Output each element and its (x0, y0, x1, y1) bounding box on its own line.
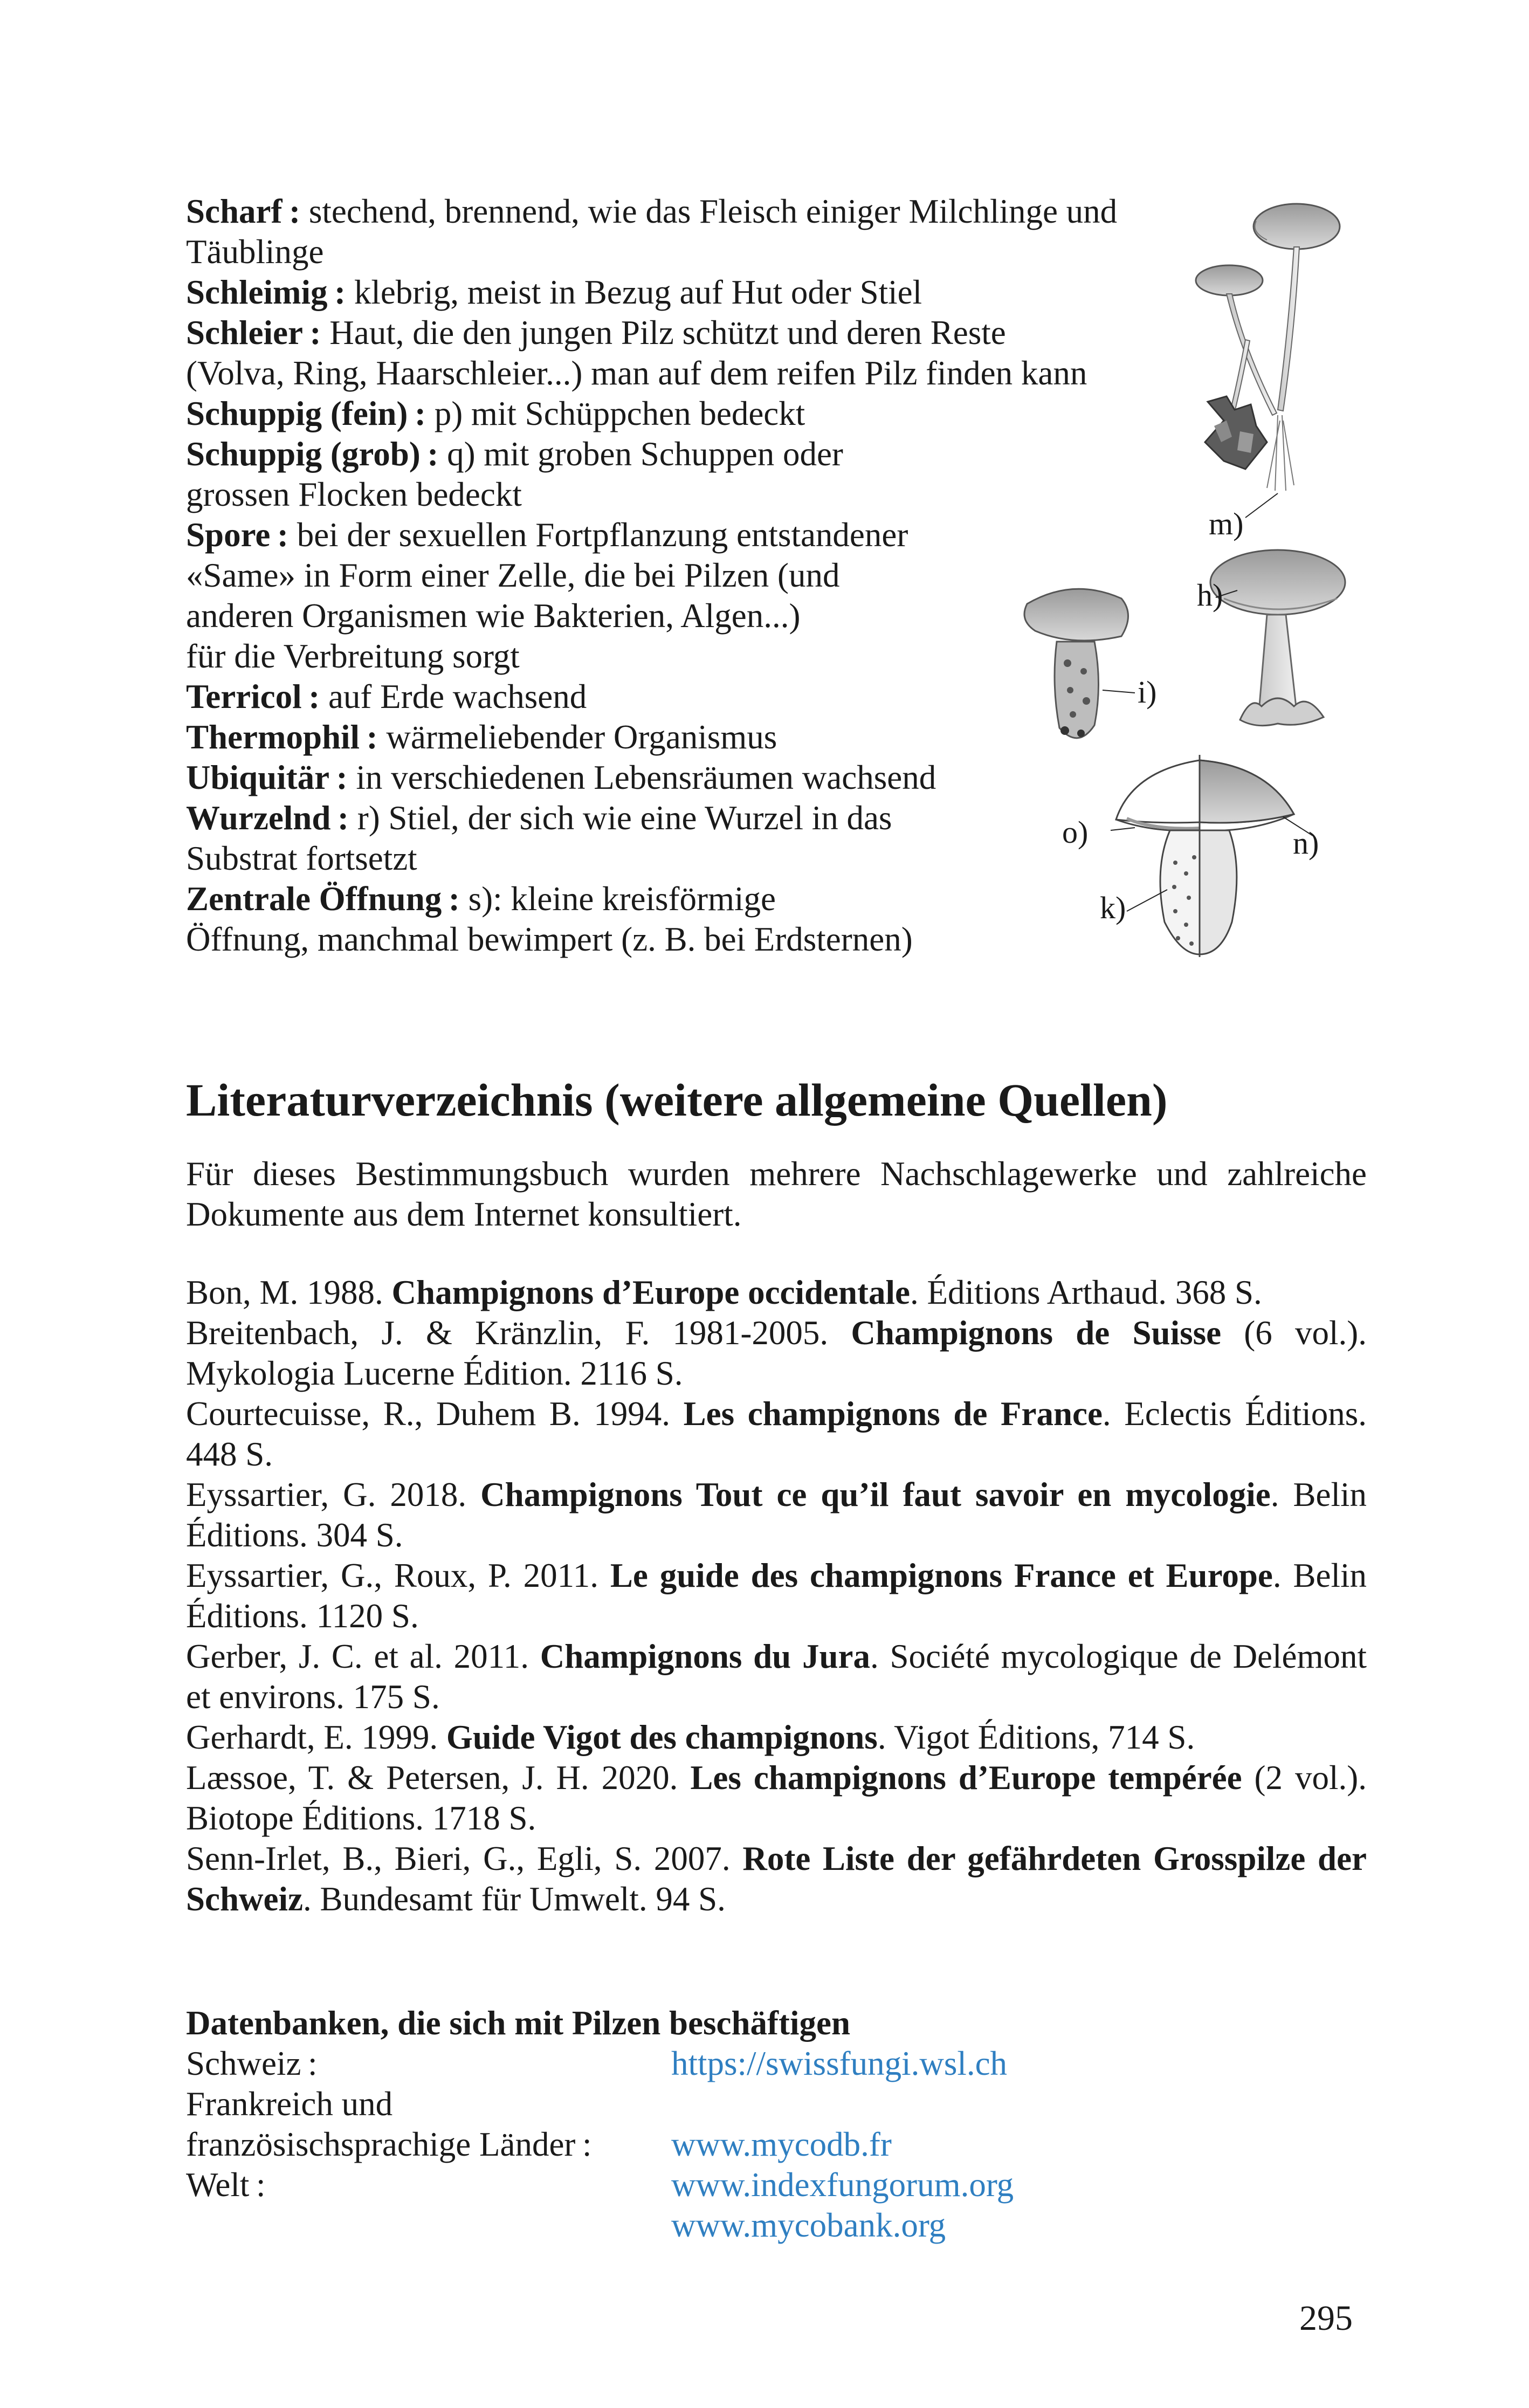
glossary-definition: Täublinge (186, 233, 324, 271)
reference-title: Champignons de Suisse (851, 1314, 1222, 1352)
database-row (186, 2165, 1367, 2205)
reference-entry (186, 1758, 1367, 1839)
database-row (186, 2205, 1367, 2246)
mushroom-illustration (1014, 189, 1391, 976)
glossary-term: Schleier : (186, 314, 321, 352)
glossary-definition: Haut, die den jungen Pilz schützt und deren Reste (321, 314, 1006, 352)
reference-details: . Vigot Éditions, 714 S. (877, 1718, 1195, 1756)
reference-entry (186, 1556, 1367, 1636)
glossary-definition: wärmeliebender Organismus (377, 718, 777, 756)
reference-author: Bon, M. 1988. (186, 1274, 392, 1311)
glossary-definition: Öffnung, manchmal bewimpert (z. B. bei Erdsternen) (186, 920, 913, 958)
reference-title: Champignons d’Europe occidentale (391, 1274, 911, 1311)
database-section (186, 2003, 1367, 2246)
reference-details: . Eclectis Éditions. 448 S. (186, 1395, 1367, 1473)
glossary-term: Terricol : (186, 678, 320, 715)
glossary-term: Schuppig (fein) : (186, 395, 426, 432)
reference-list (186, 1272, 1367, 1919)
label-i: i) (1138, 675, 1157, 710)
glossary-definition: klebrig, meist in Bezug auf Hut oder Stiel (346, 273, 922, 311)
reference-entry (186, 1475, 1367, 1556)
database-link[interactable]: https://swissfungi.wsl.ch (671, 2045, 1008, 2082)
glossary-definition: bei der sexuellen Fortpflanzung entstandener (288, 516, 908, 554)
bolete-cross-section (1111, 755, 1313, 957)
glossary-term: Schuppig (grob) : (186, 435, 439, 473)
glossary-definition: s): kleine kreisförmige (459, 880, 776, 918)
glossary-term: Wurzelnd : (186, 799, 349, 837)
database-link[interactable]: www.indexfungorum.org (671, 2166, 1014, 2204)
glossary-term: Zentrale Öffnung : (186, 880, 460, 918)
reference-title: Guide Vigot des champignons (446, 1718, 878, 1756)
database-title: Datenbanken, die sich mit Pilzen beschäftigen (186, 2004, 851, 2042)
database-region: französischsprachige Länder : (186, 2125, 592, 2163)
database-region: Schweiz : (186, 2045, 318, 2082)
reference-title: Champignons Tout ce qu’il faut savoir en mycologie (480, 1476, 1271, 1513)
reference-author: Eyssartier, G. 2018. (186, 1476, 481, 1513)
database-row (186, 2124, 1367, 2165)
database-row (186, 2044, 1367, 2084)
volva-mushroom (1210, 550, 1345, 726)
glossary-definition: q) mit groben Schuppen oder (438, 435, 843, 473)
database-row (186, 2084, 1367, 2124)
glossary-definition: für die Verbreitung sorgt (186, 637, 520, 675)
glossary-term: Spore : (186, 516, 288, 554)
reference-title: Les champignons de France (683, 1395, 1103, 1433)
reference-details: . Belin Éditions. 1120 S. (186, 1557, 1367, 1635)
reference-entry (186, 1394, 1367, 1475)
intro-paragraph: Für dieses Bestimmungsbuch wurden mehrere Nachschlagewerke und zahlreiche Dokumente aus dem Internet konsultiert. (186, 1155, 1367, 1233)
reference-entry (186, 1636, 1367, 1717)
glossary-term: Thermophil : (186, 718, 378, 756)
glossary-term: Ubiquitär : (186, 759, 348, 796)
reference-details: . Bundesamt für Umwelt. 94 S. (302, 1880, 726, 1918)
scaly-stem-mushroom (1024, 589, 1135, 738)
label-h: h) (1197, 577, 1223, 613)
reference-author: Eyssartier, G., Roux, P. 2011. (186, 1557, 610, 1594)
reference-title: Champignons du Jura (540, 1638, 870, 1675)
reference-entry (186, 1717, 1367, 1758)
glossary-definition: grossen Flocken bedeckt (186, 476, 522, 513)
reference-entry (186, 1272, 1367, 1313)
glossary-definition: «Same» in Form einer Zelle, die bei Pilzen (und (186, 556, 840, 594)
reference-author: Gerber, J. C. et al. 2011. (186, 1638, 540, 1675)
reference-author: Læssoe, T. & Petersen, J. H. 2020. (186, 1759, 691, 1797)
label-k: k) (1100, 890, 1126, 925)
database-region: Frankreich und (186, 2085, 393, 2123)
glossary-definition: stechend, brennend, wie das Fleisch einiger Milchlinge und (300, 192, 1118, 230)
label-m: m) (1209, 506, 1244, 541)
database-link[interactable]: www.mycobank.org (671, 2206, 946, 2244)
reference-entry (186, 1313, 1367, 1394)
label-o: o) (1062, 815, 1089, 850)
reference-details: (2 vol.). Biotope Éditions. 1718 S. (186, 1759, 1367, 1837)
section-heading: Literaturverzeichnis (weitere allgemeine Quellen) (186, 1074, 1168, 1126)
reference-entry (186, 1839, 1367, 1919)
label-n: n) (1293, 825, 1319, 861)
glossary-term: Schleimig : (186, 273, 346, 311)
rooting-mushrooms-group (1196, 204, 1340, 518)
database-region: Welt : (186, 2166, 266, 2204)
reference-author: Gerhardt, E. 1999. (186, 1718, 446, 1756)
page-number: 295 (1299, 2299, 1353, 2338)
reference-title: Le guide des champignons France et Europe (610, 1557, 1273, 1594)
reference-details: . Belin Éditions. 304 S. (186, 1476, 1367, 1554)
glossary-term: Scharf : (186, 192, 301, 230)
glossary-definition: r) Stiel, der sich wie eine Wurzel in das (348, 799, 892, 837)
glossary-definition: auf Erde wachsend (320, 678, 587, 715)
reference-author: Breitenbach, J. & Kränzlin, F. 1981-2005. (186, 1314, 851, 1352)
glossary-definition: Substrat fortsetzt (186, 840, 417, 877)
reference-details: . Éditions Arthaud. 368 S. (910, 1274, 1262, 1311)
reference-details: . Société mycologique de Delémont et environs. 175 S. (186, 1638, 1367, 1716)
reference-author: Senn-Irlet, B., Bieri, G., Egli, S. 2007. (186, 1840, 743, 1877)
glossary-definition: (Volva, Ring, Haarschleier...) man auf dem reifen Pilz finden kann (186, 354, 1087, 392)
database-link[interactable]: www.mycodb.fr (671, 2125, 892, 2163)
glossary-definition: p) mit Schüppchen bedeckt (425, 395, 805, 432)
reference-title: Rote Liste der gefährdeten Grosspilze der Schweiz (186, 1840, 1367, 1918)
reference-details: (6 vol.). Mykologia Lucerne Édition. 2116 S. (186, 1314, 1367, 1392)
reference-title: Les champignons d’Europe tempérée (690, 1759, 1242, 1797)
glossary-definition: in verschiedenen Lebensräumen wachsend (347, 759, 936, 796)
glossary-definition: anderen Organismen wie Bakterien, Algen...) (186, 597, 801, 635)
reference-author: Courtecuisse, R., Duhem B. 1994. (186, 1395, 684, 1433)
